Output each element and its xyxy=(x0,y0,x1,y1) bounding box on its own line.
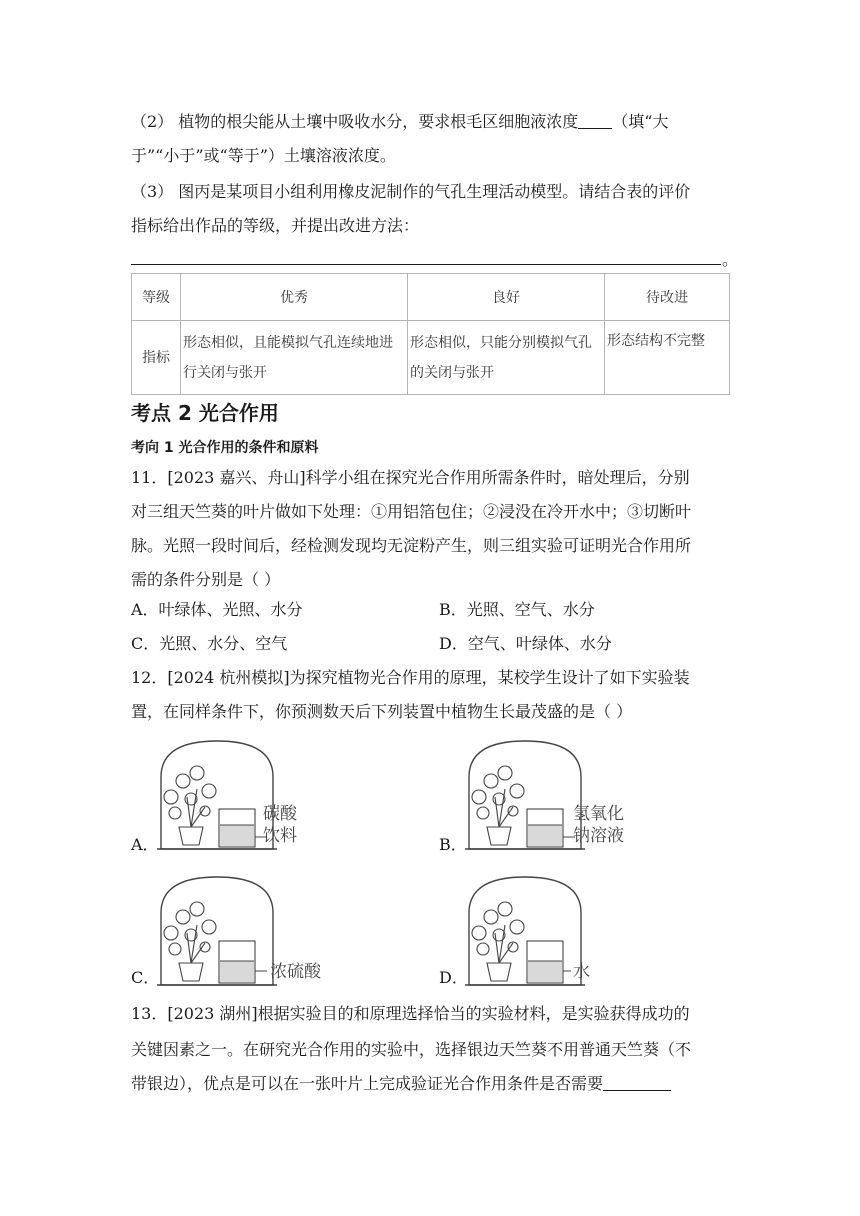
table-header-cell: 等级 xyxy=(132,274,181,321)
bell-jar-figure-a xyxy=(157,737,337,857)
q13-line-3: 带银边），优点是可以在一张叶片上完成验证光合作用条件是否需要 xyxy=(131,1074,671,1094)
q11-option-b[interactable]: B．光照、空气、水分 xyxy=(439,600,595,619)
q11-option-a[interactable]: A．叶绿体、光照、水分 xyxy=(131,600,303,619)
table-header-cell: 优秀 xyxy=(181,274,408,321)
q11-line: 对三组天竺葵的叶片做如下处理：①用铝箔包住；②浸没在冷开水中；③切断叶 xyxy=(131,502,692,521)
section-title: 考点 2 光合作用 xyxy=(131,401,279,425)
beaker-label-line2: 钠溶液 xyxy=(573,826,624,846)
beaker-label-line1: 碳酸 xyxy=(263,804,297,824)
potted-plant-icon xyxy=(164,902,216,981)
table-cell-improve: 形态结构不完整 xyxy=(605,321,730,395)
beaker-label-line1: 浓硫酸 xyxy=(270,962,321,982)
potted-plant-icon xyxy=(164,766,216,845)
beaker-icon xyxy=(527,809,575,847)
table-row xyxy=(132,321,730,395)
q11-line: 脉。光照一段时间后，经检测发现均无淀粉产生，则三组实验可证明光合作用所 xyxy=(131,536,692,555)
beaker-icon xyxy=(219,941,267,983)
answer-blank[interactable] xyxy=(578,112,612,129)
bell-jar-figure-d xyxy=(465,873,645,993)
q11-line: 11．[2023 嘉兴、舟山]科学小组在探究光合作用所需条件时，暗处理后，分别 xyxy=(131,468,690,487)
section-subtitle: 考向 1 光合作用的条件和原料 xyxy=(131,440,319,456)
table-cell-excellent: 形态相似，且能模拟气孔连续地进 行关闭与张开 xyxy=(181,321,408,395)
q12-option-d[interactable]: D． xyxy=(439,968,468,987)
answer-line[interactable] xyxy=(131,264,721,265)
bell-jar-icon xyxy=(465,877,585,985)
q12-option-b[interactable]: B． xyxy=(439,835,467,854)
q-sub3-line1: （3） 图丙是某项目小组利用橡皮泥制作的气孔生理活动模型。请结合表的评价 xyxy=(131,182,691,201)
beaker-label-line1: 氢氧化 xyxy=(573,804,624,824)
q-sub2-line2: 于”“小于”或“等于”）土壤溶液浓度。 xyxy=(131,146,396,165)
q13-line: 关键因素之一。在研究光合作用的实验中，选择银边天竺葵不用普通天竺葵（不 xyxy=(131,1040,692,1059)
table-header-cell: 待改进 xyxy=(605,274,730,321)
beaker-icon xyxy=(219,809,267,847)
q11-line: 需的条件分别是（ ） xyxy=(131,570,281,589)
q12-line: 12．[2024 杭州模拟]为探究植物光合作用的原理，某校学生设计了如下实验装 xyxy=(131,668,690,687)
q11-option-d[interactable]: D．空气、叶绿体、水分 xyxy=(439,634,612,653)
table-header-row xyxy=(132,274,730,321)
beaker-label-line1: 水 xyxy=(573,962,590,982)
evaluation-table xyxy=(131,273,730,395)
table-header-cell: 良好 xyxy=(408,274,605,321)
bell-jar-figure-b xyxy=(465,737,645,857)
beaker-label-line2: 饮料 xyxy=(263,826,297,846)
potted-plant-icon xyxy=(472,766,524,845)
potted-plant-icon xyxy=(472,902,524,981)
bell-jar-figure-c xyxy=(157,873,337,993)
q12-option-a[interactable]: A． xyxy=(131,835,159,854)
answer-period: 。 xyxy=(722,250,739,269)
q-sub2-line1: （2） 植物的根尖能从土壤中吸收水分，要求根毛区细胞液浓度 （填“大 xyxy=(131,112,669,131)
bell-jar-icon xyxy=(157,877,277,985)
bell-jar-icon xyxy=(465,741,585,849)
q13-line: 13．[2023 湖州]根据实验目的和原理选择恰当的实验材料，是实验获得成功的 xyxy=(131,1004,690,1023)
q12-line: 置，在同样条件下，你预测数天后下列装置中植物生长最茂盛的是（ ） xyxy=(131,702,633,721)
table-cell-good: 形态相似，只能分别模拟气孔 的关闭与张开 xyxy=(408,321,605,395)
q-sub3-line2: 指标给出作品的等级，并提出改进方法： xyxy=(131,216,420,235)
q12-option-c[interactable]: C． xyxy=(131,968,160,987)
q11-option-c[interactable]: C．光照、水分、空气 xyxy=(131,634,288,653)
bell-jar-icon xyxy=(157,741,277,849)
table-row-label: 指标 xyxy=(132,321,181,395)
answer-blank[interactable] xyxy=(603,1074,671,1091)
beaker-icon xyxy=(527,941,571,983)
